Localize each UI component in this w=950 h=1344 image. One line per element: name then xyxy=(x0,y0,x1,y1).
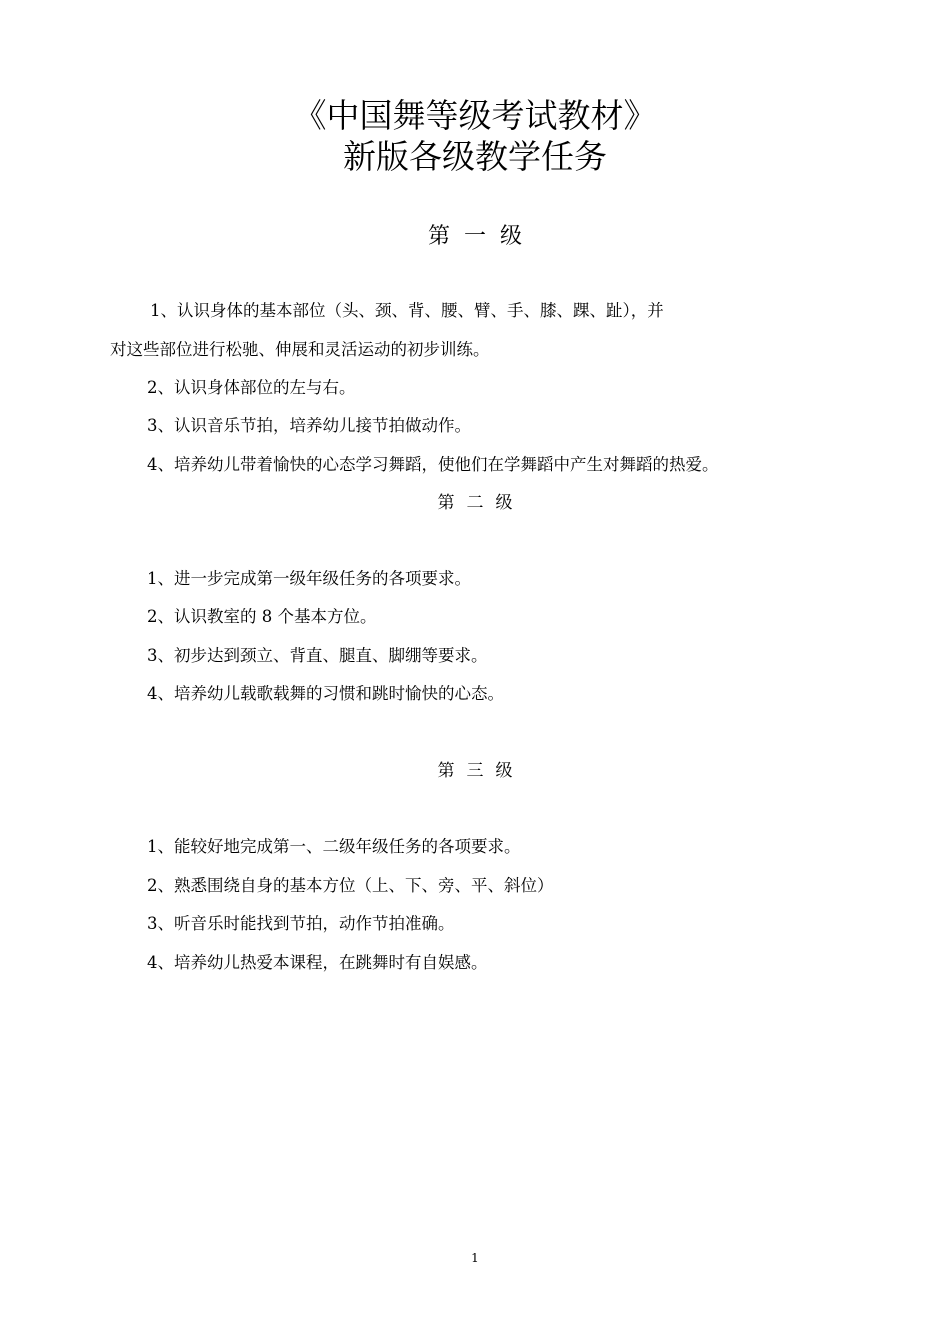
level-1-item-3: 3、认识音乐节拍，培养幼儿接节拍做动作。 xyxy=(147,416,471,435)
level-3-heading: 第三级 xyxy=(437,761,525,781)
level-2-heading: 第二级 xyxy=(437,493,525,513)
level-1-heading: 第一级 xyxy=(427,224,536,249)
level-1-item-4: 4、培养幼儿带着愉快的心态学习舞蹈，使他们在学舞蹈中产生对舞蹈的热爱。 xyxy=(147,455,719,474)
level-3-item-1: 1、能较好地完成第一、二级年级任务的各项要求。 xyxy=(147,837,521,856)
page-number: 1 xyxy=(471,1251,479,1265)
document-title-line-2: 新版各级教学任务 xyxy=(343,137,607,176)
level-2-item-2: 2、认识教室的 8 个基本方位。 xyxy=(147,607,377,626)
level-3-item-4: 4、培养幼儿热爱本课程，在跳舞时有自娱感。 xyxy=(147,953,488,972)
level-2-item-3: 3、初步达到颈立、背直、腿直、脚绷等要求。 xyxy=(147,646,488,665)
level-3-item-3: 3、听音乐时能找到节拍，动作节拍准确。 xyxy=(147,914,455,933)
level-1-item-2: 2、认识身体部位的左与右。 xyxy=(147,378,356,397)
level-1-item-1-continued: 对这些部位进行松驰、伸展和灵活运动的初步训练。 xyxy=(110,340,490,359)
document-title-line-1: 《中国舞等级考试教材》 xyxy=(293,96,657,135)
level-3-item-2: 2、熟悉围绕自身的基本方位（上、下、旁、平、斜位） xyxy=(147,876,554,895)
level-1-item-1: 1、认识身体的基本部位（头、颈、背、腰、臂、手、膝、踝、趾），并 xyxy=(150,301,664,320)
level-2-item-4: 4、培养幼儿载歌载舞的习惯和跳时愉快的心态。 xyxy=(147,684,504,703)
level-2-item-1: 1、进一步完成第一级年级任务的各项要求。 xyxy=(147,569,471,588)
